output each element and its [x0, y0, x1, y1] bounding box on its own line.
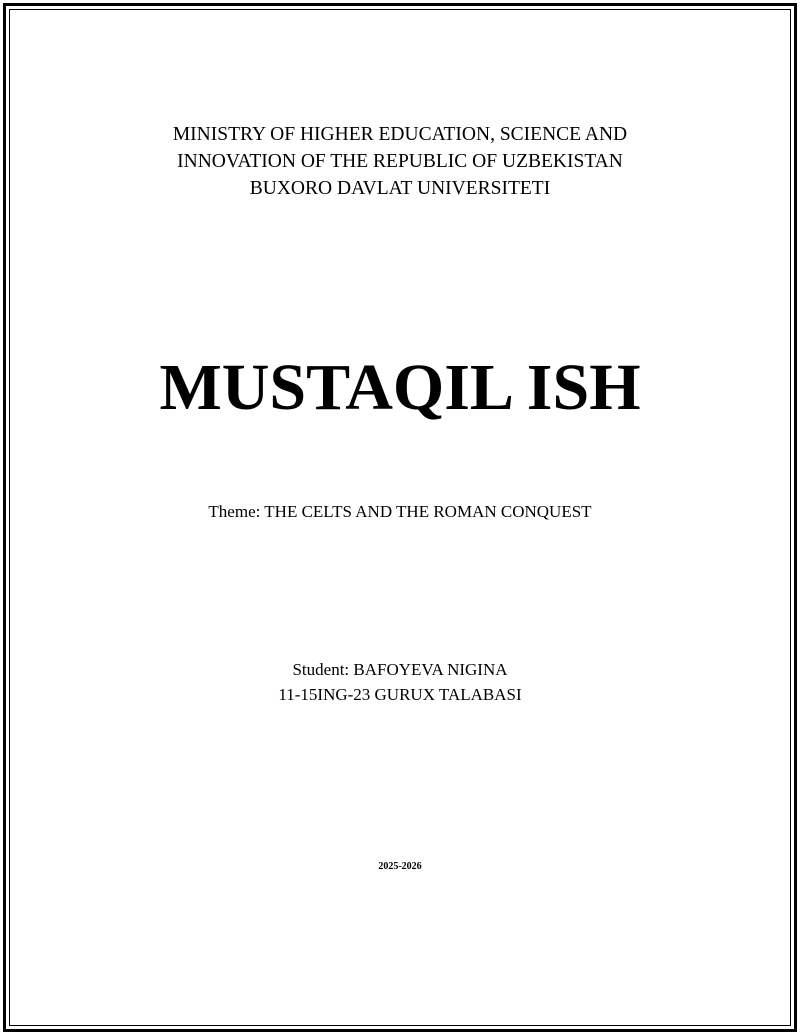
institution-header	[0, 121, 800, 202]
document-title: MUSTAQIL ISH	[159, 351, 641, 424]
academic-year: 2025-2026	[378, 861, 422, 872]
student-info	[0, 657, 800, 707]
student-group: 11-15ING-23 GURUX TALABASI	[278, 685, 522, 704]
university-name: BUXORO DAVLAT UNIVERSITETI	[249, 178, 551, 199]
student-name: Student: BAFOYEVA NIGINA	[292, 660, 508, 679]
ministry-line-1: MINISTRY OF HIGHER EDUCATION, SCIENCE AND	[172, 124, 628, 145]
ministry-line-2: INNOVATION OF THE REPUBLIC OF UZBEKISTAN	[177, 151, 623, 172]
theme-line: Theme: THE CELTS AND THE ROMAN CONQUEST	[208, 502, 592, 521]
